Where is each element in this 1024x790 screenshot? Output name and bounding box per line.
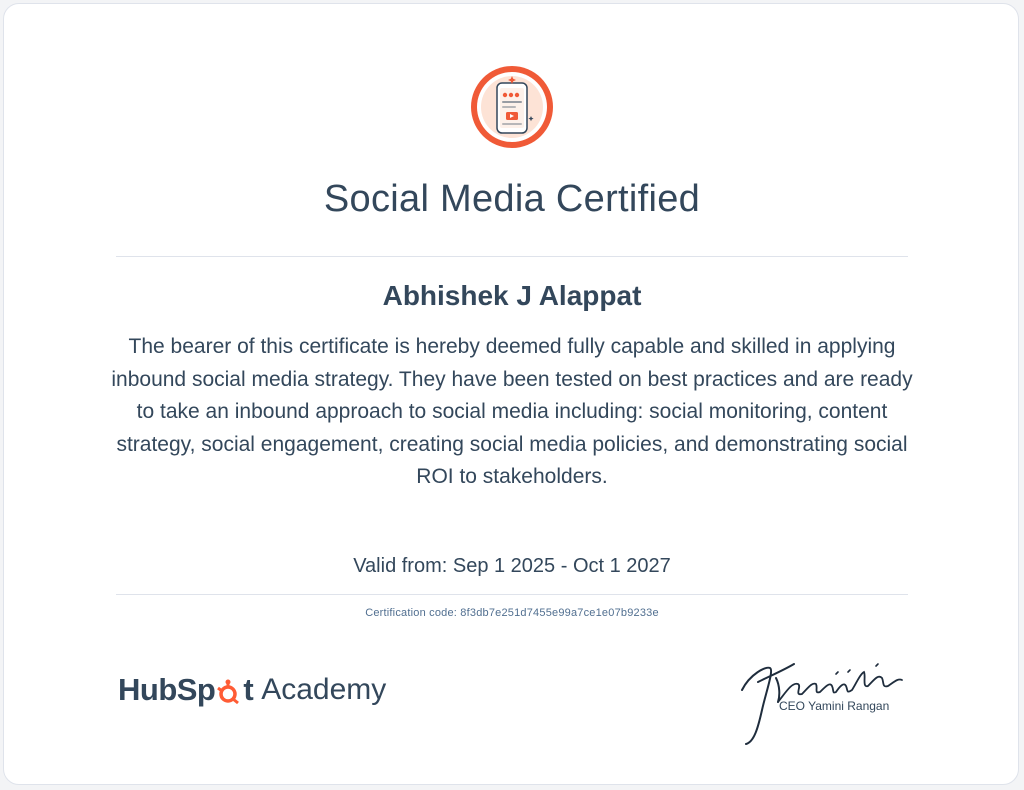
divider bbox=[116, 594, 908, 595]
academy-wordmark: Academy bbox=[261, 673, 387, 706]
certificate-description: The bearer of this certificate is hereby deemed fully capable and skilled in applying inbound social media strategy. They have been tested on best practices and are ready to take an inbound approach to social media including: social monitoring, content strategy, social engagement, creating social media policies, and demonstrating social ROI to stakeholders. bbox=[111, 335, 913, 488]
recipient-name: Abhishek J Alappat bbox=[382, 280, 642, 311]
certificate-title: Social Media Certified bbox=[323, 178, 701, 220]
hubspot-wordmark: HubSp t bbox=[118, 672, 254, 707]
validity-dates: Valid from: Sep 1 2025 - Oct 1 2027 bbox=[353, 555, 671, 577]
divider bbox=[116, 256, 908, 257]
sprocket-icon bbox=[216, 679, 242, 705]
signature-caption: CEO Yamini Rangan bbox=[779, 699, 890, 713]
hubspot-academy-logo bbox=[118, 670, 386, 710]
certification-code: Certification code: 8f3db7e251d7455e99a7ce1e07b9233e bbox=[365, 607, 659, 619]
phone-social-badge-icon bbox=[469, 64, 555, 150]
